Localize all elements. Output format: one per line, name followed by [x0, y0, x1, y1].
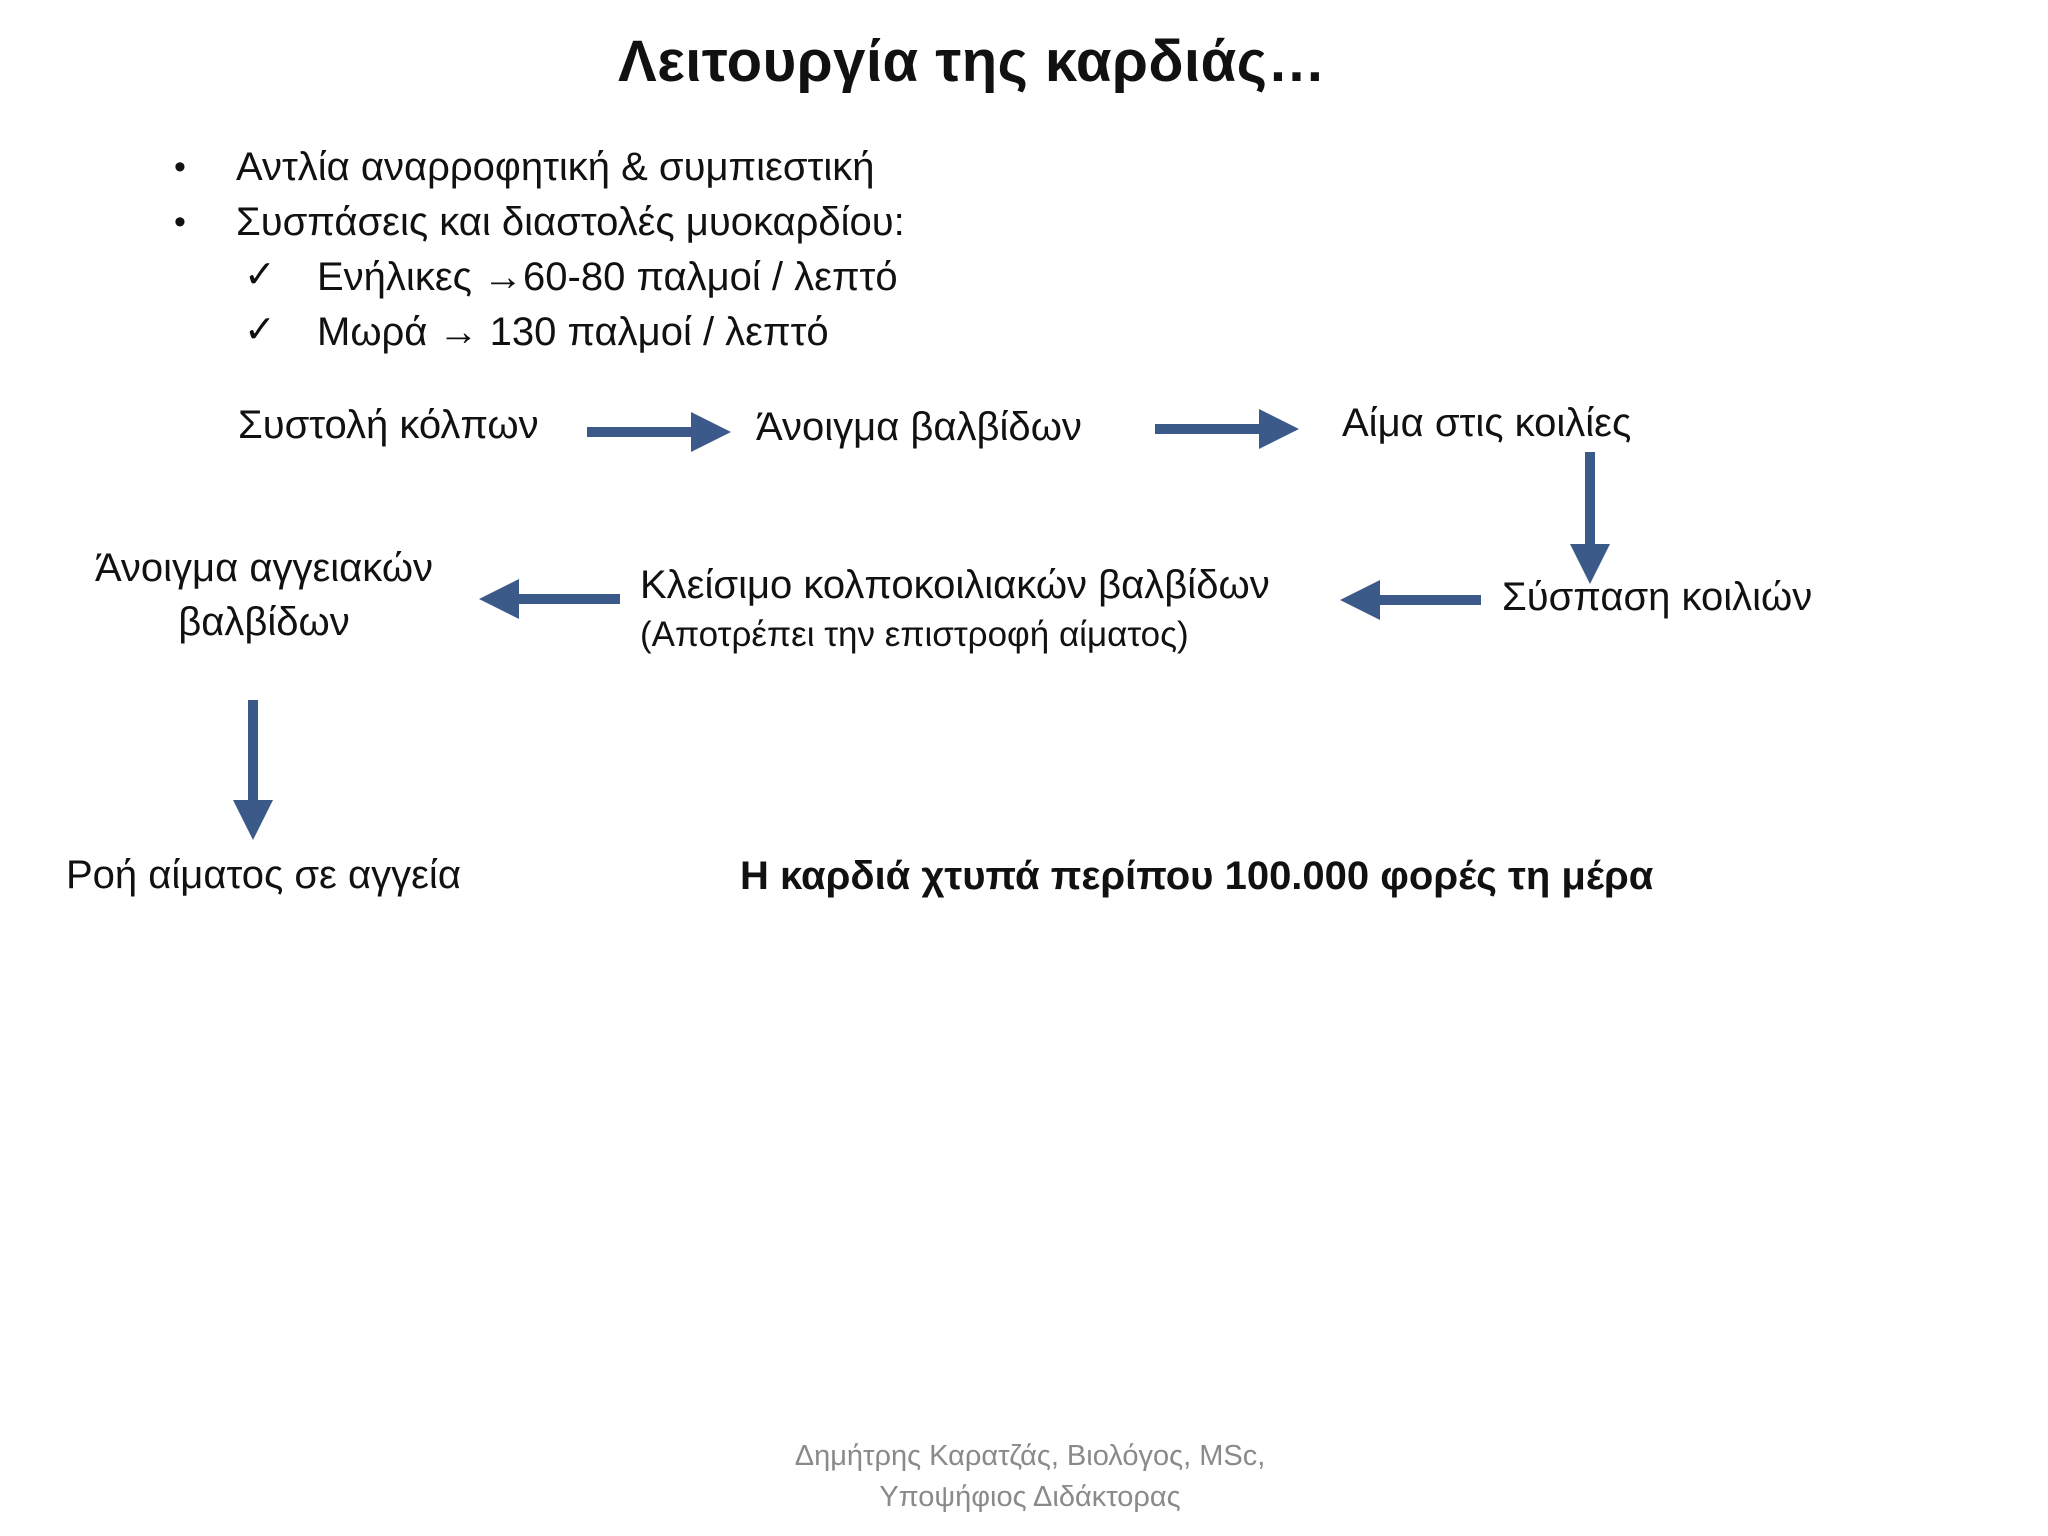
- node-ventricle-contraction: Σύσπαση κοιλιών: [1502, 575, 1813, 619]
- checkmark-icon: ✓: [244, 309, 276, 351]
- bullet-text: Συσπάσεις και διαστολές μυοκαρδίου:: [236, 200, 905, 244]
- node-blood-flow-vessels: Ροή αίματος σε αγγεία: [66, 853, 461, 897]
- vascular-valve-label-line2: βαλβίδων: [178, 600, 350, 644]
- bullet-item: [170, 140, 905, 195]
- node-av-valve-closing: [640, 558, 1270, 658]
- vascular-valve-label-line1: Άνοιγμα αγγειακών: [94, 546, 434, 590]
- bullet-text: Αντλία αναρροφητική & συμπιεστική: [236, 145, 875, 189]
- check-item: [170, 250, 905, 305]
- node-atrial-contraction: Συστολή κόλπων: [238, 403, 539, 447]
- footer-author: [640, 1436, 1420, 1518]
- av-valve-closing-label: Κλείσιμο κολποκοιλιακών βαλβίδων: [640, 563, 1270, 607]
- bullet-icon: •: [174, 203, 186, 241]
- checkmark-icon: ✓: [244, 254, 276, 296]
- bullet-icon: •: [174, 148, 186, 186]
- footer-line-1: Δημήτρης Καρατζάς, Βιολόγος, MSc,: [794, 1440, 1266, 1472]
- bullet-item: [170, 195, 905, 250]
- check-item: [170, 305, 905, 360]
- node-blood-in-ventricles: Αίμα στις κοιλίες: [1342, 401, 1632, 445]
- check-text: Μωρά → 130 παλμοί / λεπτό: [317, 310, 829, 354]
- av-valve-closing-note: (Αποτρέπει την επιστροφή αίματος): [640, 615, 1189, 654]
- slide-title: Λειτουργία της καρδιάς…: [618, 29, 1326, 94]
- footer-line-2: Υποψήφιος Διδάκτορας: [879, 1481, 1181, 1513]
- check-text: Ενήλικες →60-80 παλμοί / λεπτό: [317, 255, 898, 299]
- node-valve-opening: Άνοιγμα βαλβίδων: [756, 405, 1082, 449]
- heartbeat-fact: Η καρδιά χτυπά περίπου 100.000 φορές τη μέρα: [740, 854, 1654, 898]
- node-vascular-valve-opening: [72, 541, 456, 649]
- bullet-list: [170, 140, 905, 360]
